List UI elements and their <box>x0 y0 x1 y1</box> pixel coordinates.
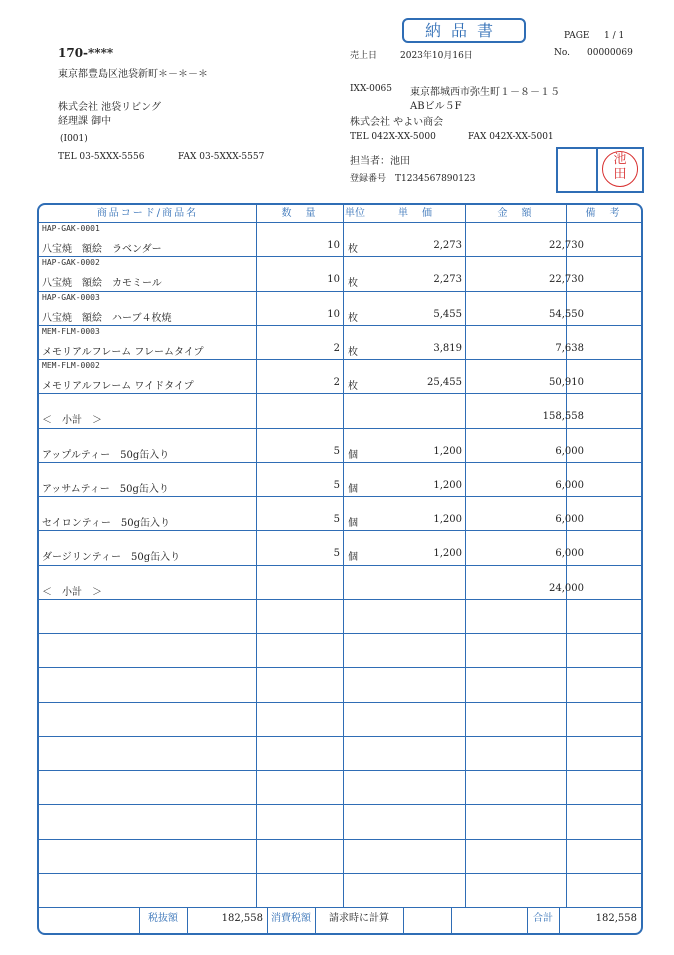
item-amount: 50,910 <box>549 377 584 388</box>
item-price: 1,200 <box>433 514 462 525</box>
col-header-product: 商品コード/商品名 <box>96 208 199 219</box>
col-header-notes: 備 考 <box>585 208 622 219</box>
item-price: 2,273 <box>433 240 462 251</box>
item-code: MEM-FLM-0002 <box>42 361 100 370</box>
item-qty: 5 <box>333 548 340 559</box>
item-unit: 個 <box>348 518 358 529</box>
table-row <box>39 325 641 359</box>
item-amount: 6,000 <box>555 514 584 525</box>
sender-registration: 登録番号 T1234567890123 <box>350 174 476 184</box>
item-amount: 6,000 <box>555 548 584 559</box>
item-price: 1,200 <box>433 548 462 559</box>
table-row <box>39 393 641 427</box>
recipient-tel: TEL 03-5XXX-5556 <box>58 152 145 162</box>
item-name: ダージリンティー 50g缶入り <box>42 552 181 563</box>
item-unit: 枚 <box>348 278 358 289</box>
page-label: PAGE <box>564 31 590 41</box>
item-name: セイロンティー 50g缶入り <box>42 518 171 529</box>
item-qty: 5 <box>333 446 340 457</box>
date-value: 2023年10月16日 <box>400 51 473 61</box>
tax-label: 消費税額 <box>271 913 311 924</box>
item-price: 1,200 <box>433 480 462 491</box>
table-row <box>39 256 641 290</box>
total-label: 合計 <box>533 913 553 924</box>
item-name: ＜ 小計 ＞ <box>42 415 102 426</box>
item-amount: 22,730 <box>549 240 584 251</box>
item-qty: 2 <box>333 377 340 388</box>
col-header-qty: 数 量 <box>281 208 318 219</box>
recipient-zip: 170-**** <box>58 46 114 60</box>
item-qty: 5 <box>333 514 340 525</box>
tax-value: 請求時に計算 <box>329 913 389 924</box>
table-row <box>39 530 641 564</box>
item-unit: 枚 <box>348 313 358 324</box>
table-row <box>39 496 641 530</box>
recipient-company: 株式会社 池袋リビング <box>58 102 161 113</box>
item-code: HAP-GAK-0002 <box>42 258 100 267</box>
document-title: 納品書 <box>402 18 526 43</box>
sender-tel: TEL 042X-XX-5000 <box>350 132 436 142</box>
recipient-fax: FAX 03-5XXX-5557 <box>178 152 265 162</box>
item-price: 25,455 <box>427 377 462 388</box>
sender-fax: FAX 042X-XX-5001 <box>468 132 554 142</box>
item-qty: 10 <box>327 309 340 320</box>
sender-address1: 東京都城西市弥生町１－８－１５ <box>410 87 560 98</box>
item-unit: 個 <box>348 484 358 495</box>
seal-stamp: 池 田 <box>602 151 638 187</box>
recipient-address: 東京都豊島区池袋新町＊－＊－＊ <box>58 69 208 80</box>
item-unit: 枚 <box>348 381 358 392</box>
sender-person: 担当者：池田 <box>350 156 410 167</box>
item-qty: 10 <box>327 274 340 285</box>
item-name: アップルティー 50g缶入り <box>42 450 170 461</box>
item-code: MEM-FLM-0003 <box>42 327 100 336</box>
table-row <box>39 462 641 496</box>
sender-company: 株式会社 やよい商会 <box>350 117 444 128</box>
item-code: HAP-GAK-0003 <box>42 293 100 302</box>
no-value: 00000069 <box>587 48 633 58</box>
col-header-amount: 金 額 <box>497 208 534 219</box>
item-name: 八宝焼 額絵 ラベンダー <box>42 244 162 255</box>
table-row <box>39 428 641 462</box>
item-amount: 54,550 <box>549 309 584 320</box>
recipient-dept: 経理課 御中 <box>58 116 112 127</box>
pretax-value: 182,558 <box>221 913 263 924</box>
stamp-box <box>556 147 644 193</box>
total-value: 182,558 <box>595 913 637 924</box>
item-amount: 7,638 <box>555 343 584 354</box>
item-unit: 枚 <box>348 347 358 358</box>
item-name: ＜ 小計 ＞ <box>42 587 102 598</box>
item-amount: 6,000 <box>555 480 584 491</box>
item-code: HAP-GAK-0001 <box>42 224 100 233</box>
table-row <box>39 565 641 599</box>
item-unit: 個 <box>348 552 358 563</box>
item-unit: 個 <box>348 450 358 461</box>
item-name: メモリアルフレーム ワイドタイプ <box>42 381 194 392</box>
col-header-price: 単 価 <box>398 208 434 219</box>
table-row <box>39 222 641 256</box>
item-unit: 枚 <box>348 244 358 255</box>
sender-address2: ABビル５F <box>410 101 462 112</box>
item-price: 5,455 <box>433 309 462 320</box>
table-row <box>39 291 641 325</box>
item-amount: 158,558 <box>542 411 584 422</box>
item-name: 八宝焼 額絵 ハーブ４枚焼 <box>42 313 172 324</box>
date-label: 売上日 <box>350 51 378 61</box>
item-qty: 2 <box>333 343 340 354</box>
items-table <box>37 203 643 935</box>
item-price: 2,273 <box>433 274 462 285</box>
item-name: メモリアルフレーム フレームタイプ <box>42 347 204 358</box>
item-price: 3,819 <box>433 343 462 354</box>
item-amount: 22,730 <box>549 274 584 285</box>
item-qty: 10 <box>327 240 340 251</box>
page-value: 1 / 1 <box>604 31 625 41</box>
pretax-label: 税抜額 <box>148 913 178 924</box>
no-label: No. <box>554 48 570 58</box>
item-name: 八宝焼 額絵 カモミール <box>42 278 162 289</box>
item-amount: 6,000 <box>555 446 584 457</box>
item-amount: 24,000 <box>549 583 584 594</box>
item-qty: 5 <box>333 480 340 491</box>
col-header-unit: 単位 <box>345 208 365 219</box>
item-price: 1,200 <box>433 446 462 457</box>
sender-zip: IXX-0065 <box>350 84 392 94</box>
table-row <box>39 359 641 393</box>
item-name: アッサムティー 50g缶入り <box>42 484 169 495</box>
recipient-code: (I001) <box>60 134 88 144</box>
